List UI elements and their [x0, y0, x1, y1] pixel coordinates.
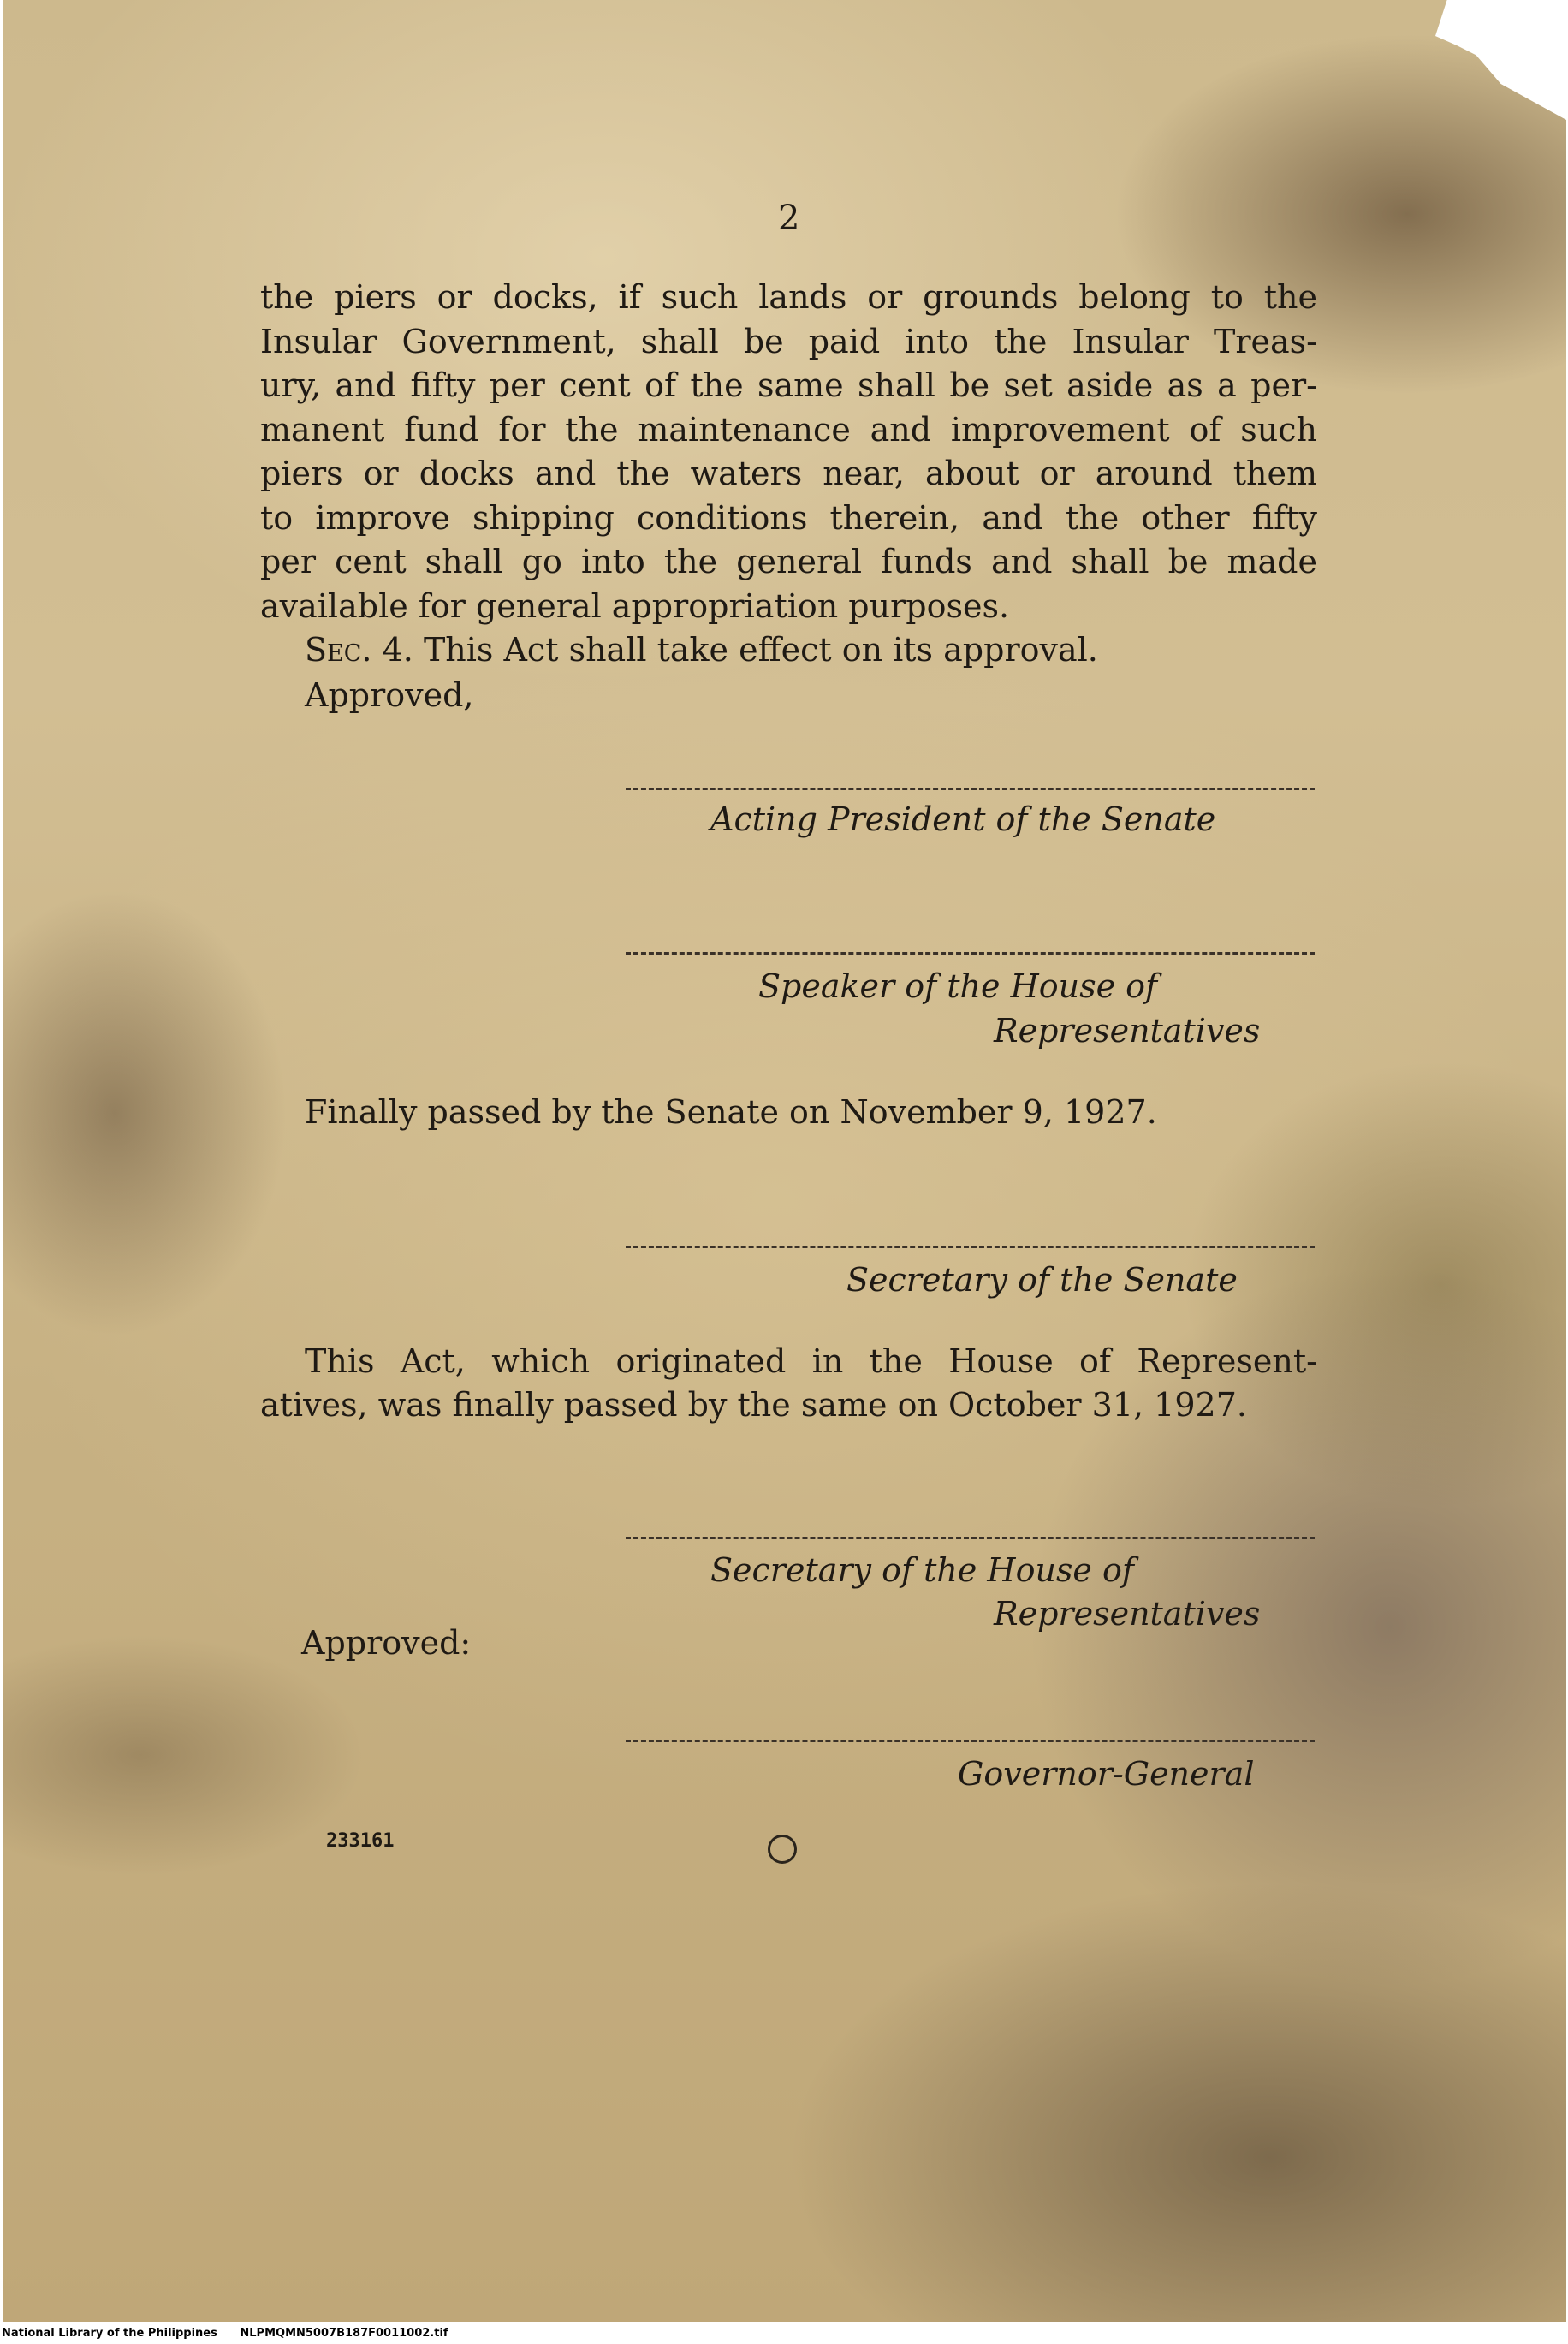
page-number: 2 — [778, 199, 800, 238]
signature-line-governor-general — [626, 1740, 1315, 1742]
speaker-title-line2: Representatives — [994, 1012, 1261, 1050]
signature-line-acting-president — [626, 788, 1315, 790]
scan-footer — [2, 2327, 467, 2340]
footer-library: National Library of the Philippines — [2, 2327, 217, 2340]
body-line: piers or docks and the waters near, about or around them — [260, 455, 1317, 492]
body-paragraph — [260, 276, 1317, 628]
body-line: manent fund for the maintenance and improvement of such — [260, 410, 1317, 449]
house-passage-line: atives, was finally passed by the same on October 31, 1927. — [260, 1386, 1247, 1424]
section-label: Sec. — [305, 631, 372, 669]
house-passage-statement — [260, 1340, 1317, 1427]
signature-line-speaker — [626, 952, 1315, 955]
document-page — [3, 0, 1566, 2322]
senate-passage-statement: Finally passed by the Senate on November 9, 1927. — [305, 1093, 1157, 1131]
approved-label: Approved, — [305, 676, 474, 714]
section-text: This Act shall take effect on its approval. — [423, 631, 1098, 669]
body-line: available for general appropriation purposes. — [260, 586, 1010, 625]
section-4 — [305, 631, 1098, 669]
house-secretary-title-line2: Representatives — [994, 1595, 1261, 1633]
document-number: 233161 — [326, 1830, 395, 1852]
footer-file-id: NLPMQMN5007B187F0011002.tif — [240, 2327, 448, 2340]
torn-corner — [1421, 0, 1566, 120]
senate-secretary-title: Secretary of the Senate — [846, 1261, 1238, 1299]
body-line: Insular Government, shall be paid into the Insular Treas- — [260, 322, 1317, 360]
body-line: to improve shipping conditions therein, and the other fifty — [260, 498, 1317, 537]
body-line: the piers or docks, if such lands or grounds belong to the — [260, 278, 1317, 316]
speaker-title-line1: Speaker of the House of — [758, 967, 1158, 1005]
signature-line-senate-secretary — [626, 1246, 1315, 1248]
house-passage-line: This Act, which originated in the House of Represent- — [305, 1342, 1317, 1380]
approved-label-2: Approved: — [301, 1624, 472, 1662]
signature-line-house-secretary — [626, 1537, 1315, 1539]
governor-general-title: Governor-General — [958, 1755, 1255, 1793]
house-secretary-title-line1: Secretary of the House of — [710, 1551, 1134, 1589]
body-line: per cent shall go into the general funds and shall be made — [260, 543, 1317, 580]
section-number: 4. — [382, 631, 413, 669]
punch-hole-circle — [768, 1835, 797, 1864]
body-line: ury, and fifty per cent of the same shall be set aside as a per- — [260, 366, 1317, 404]
acting-president-title: Acting President of the Senate — [710, 800, 1216, 838]
